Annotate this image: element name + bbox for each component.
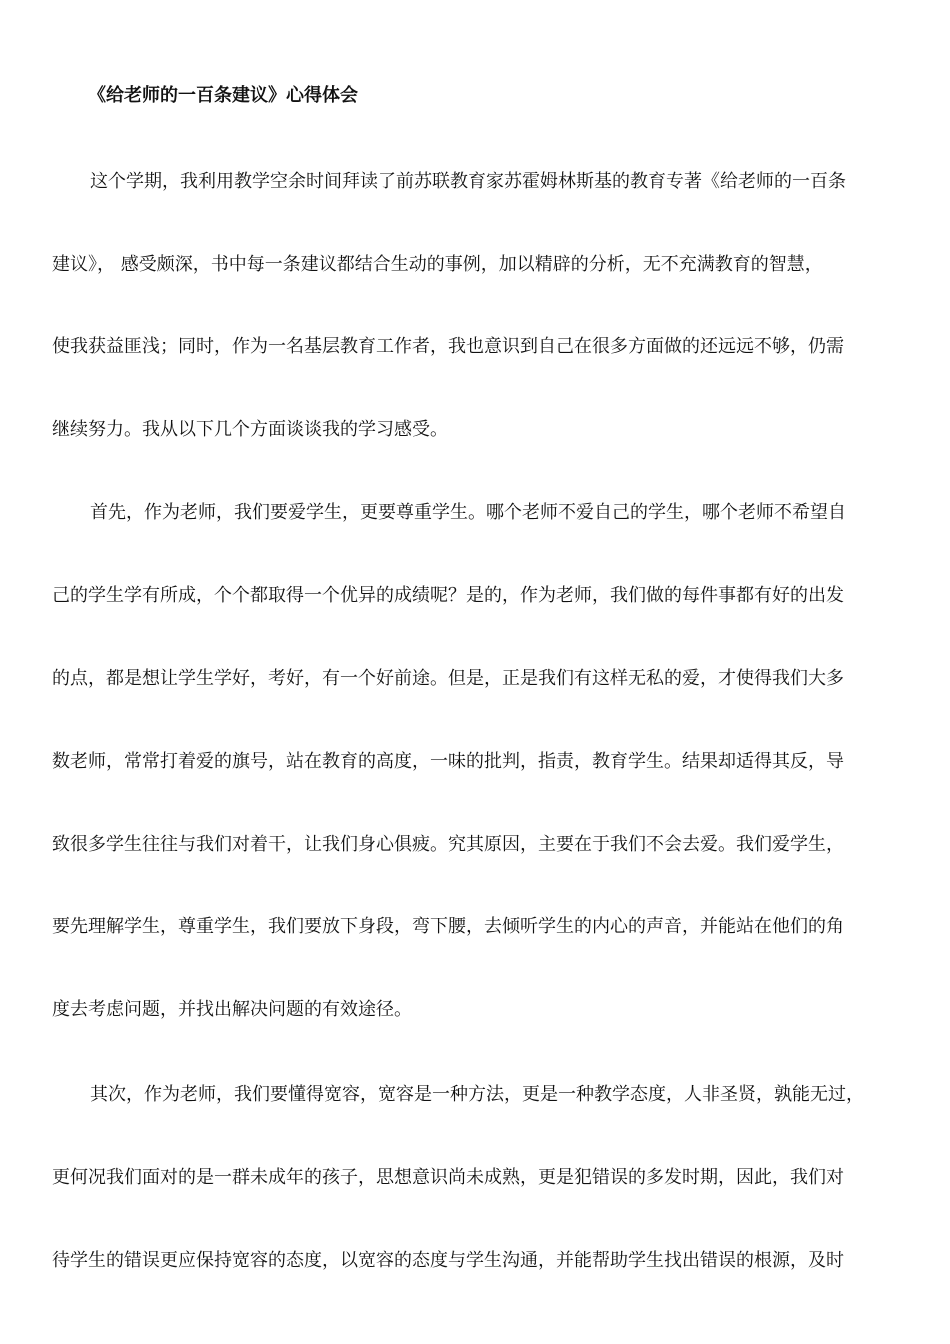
paragraph-2-line-5: 致很多学生往往与我们对着干，让我们身心俱疲。究其原因，主要在于我们不会去爱。我们爱学生， (52, 834, 844, 855)
paragraph-3-line-2: 更何况我们面对的是一群未成年的孩子，思想意识尚未成熟，更是犯错误的多发时期，因此，我们对 (52, 1167, 844, 1188)
document-title: 《给老师的一百条建议》心得体会 (88, 85, 358, 106)
paragraph-1-line-1: 这个学期，我利用教学空余时间拜读了前苏联教育家苏霍姆林斯基的教育专著《给老师的一百条 (90, 171, 846, 192)
paragraph-2-line-3: 的点，都是想让学生学好，考好，有一个好前途。但是，正是我们有这样无私的爱，才使得我们大多 (52, 668, 844, 689)
paragraph-1-line-3: 使我获益匪浅；同时，作为一名基层教育工作者，我也意识到自己在很多方面做的还远远不够，仍需 (52, 336, 844, 357)
paragraph-2-line-2: 己的学生学有所成，个个都取得一个优异的成绩呢？是的，作为老师，我们做的每件事都有好的出发 (52, 585, 844, 606)
paragraph-3-line-1: 其次，作为老师，我们要懂得宽容，宽容是一种方法，更是一种教学态度，人非圣贤，孰能无过， (90, 1084, 864, 1105)
paragraph-2-line-7: 度去考虑问题，并找出解决问题的有效途径。 (52, 999, 412, 1020)
paragraph-2-line-1: 首先，作为老师，我们要爱学生，更要尊重学生。哪个老师不爱自己的学生，哪个老师不希望自 (90, 502, 846, 523)
paragraph-2-line-4: 数老师，常常打着爱的旗号，站在教育的高度，一味的批判，指责，教育学生。结果却适得其反，导 (52, 751, 844, 772)
paragraph-3-line-3: 待学生的错误更应保持宽容的态度，以宽容的态度与学生沟通，并能帮助学生找出错误的根源，及时 (52, 1250, 844, 1271)
paragraph-1-line-4: 继续努力。我从以下几个方面谈谈我的学习感受。 (52, 419, 448, 440)
paragraph-1-line-2: 建议》， 感受颇深，书中每一条建议都结合生动的事例，加以精辟的分析，无不充满教育的智慧， (52, 254, 823, 275)
paragraph-2-line-6: 要先理解学生，尊重学生，我们要放下身段，弯下腰，去倾听学生的内心的声音，并能站在他们的角 (52, 916, 844, 937)
